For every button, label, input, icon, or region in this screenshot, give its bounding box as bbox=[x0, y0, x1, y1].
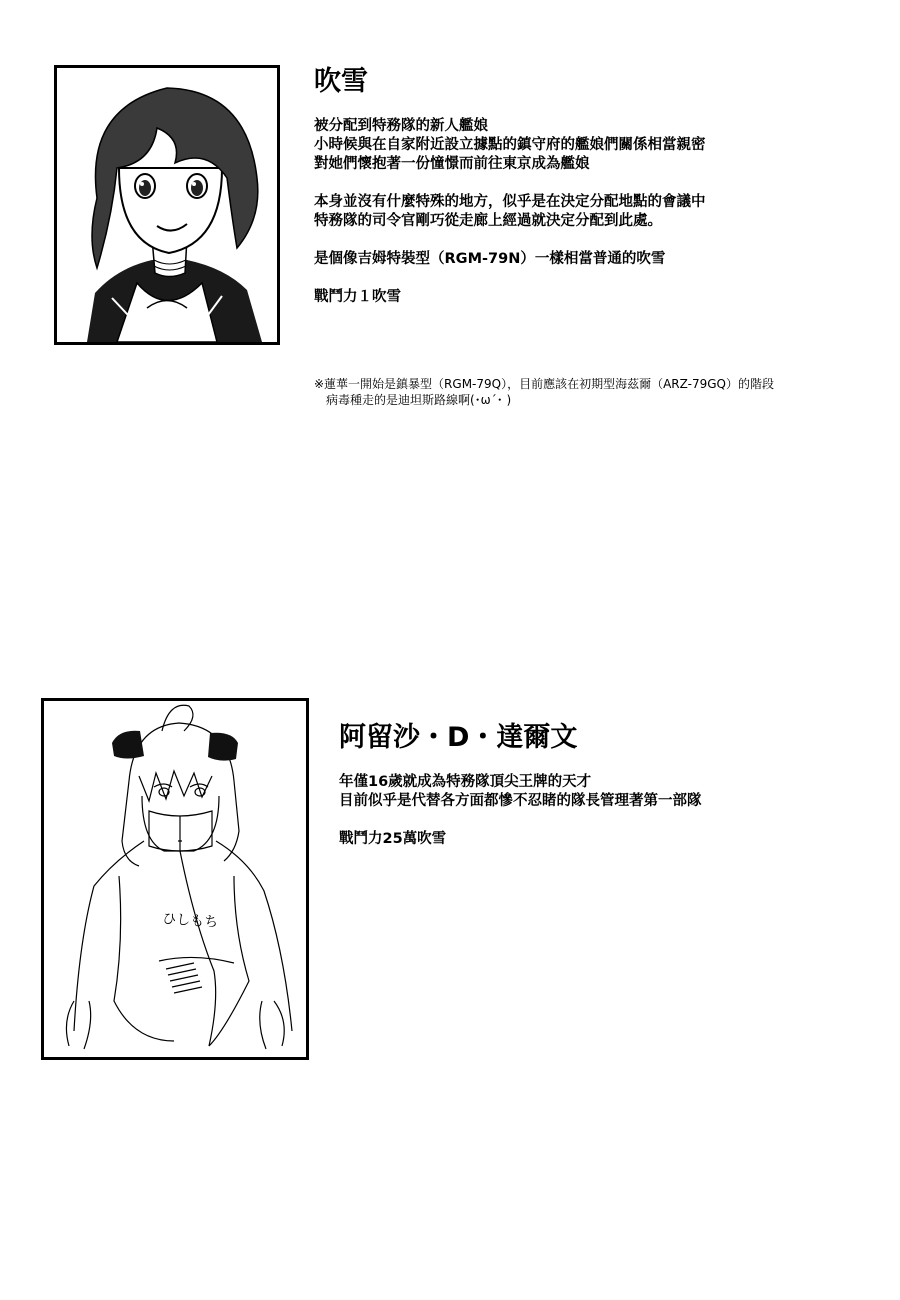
character2-description bbox=[339, 773, 702, 849]
fubuki-portrait bbox=[54, 65, 280, 345]
character1-description bbox=[314, 117, 706, 307]
footnote-line: ※蓮華一開始是鎮暴型（RGM-79Q），目前應該在初期型海茲爾（ARZ-79GQ）的階段 bbox=[314, 377, 774, 391]
shirt-text: ひしもち bbox=[161, 911, 219, 931]
character1-detail-line: 特務隊的司令官剛巧從走廊上經過就決定分配到此處。 bbox=[314, 213, 662, 229]
character1-name: 吹雪 bbox=[314, 66, 368, 97]
fubuki-drawing bbox=[57, 68, 277, 342]
character2-power: 戰鬥力25萬吹雪 bbox=[339, 831, 447, 847]
character1-intro-line: 小時候與在自家附近設立據點的鎮守府的艦娘們關係相當親密 bbox=[314, 137, 706, 153]
character2-intro-line: 目前似乎是代替各方面都慘不忍睹的隊長管理著第一部隊 bbox=[339, 793, 702, 809]
character1-detail-line: 本身並沒有什麼特殊的地方，似乎是在決定分配地點的會議中 bbox=[314, 194, 706, 210]
character2-name: 阿留沙・D・達爾文 bbox=[339, 722, 578, 753]
character1-intro-line: 被分配到特務隊的新人艦娘 bbox=[314, 118, 488, 134]
character1-power: 戰鬥力１吹雪 bbox=[314, 289, 401, 305]
alisa-drawing bbox=[44, 701, 306, 1057]
character2-intro-line: 年僅16歲就成為特務隊頂尖王牌的天才 bbox=[339, 774, 592, 790]
footnote-line: 病毒種走的是迪坦斯路線啊(･ω´･ ) bbox=[326, 393, 512, 407]
character1-footnote bbox=[314, 376, 774, 408]
character1-comparison: 是個像吉姆特裝型（RGM-79N）一樣相當普通的吹雪 bbox=[314, 251, 666, 267]
character1-intro-line: 對她們懷抱著一份憧憬而前往東京成為艦娘 bbox=[314, 156, 590, 172]
alisa-portrait bbox=[41, 698, 309, 1060]
